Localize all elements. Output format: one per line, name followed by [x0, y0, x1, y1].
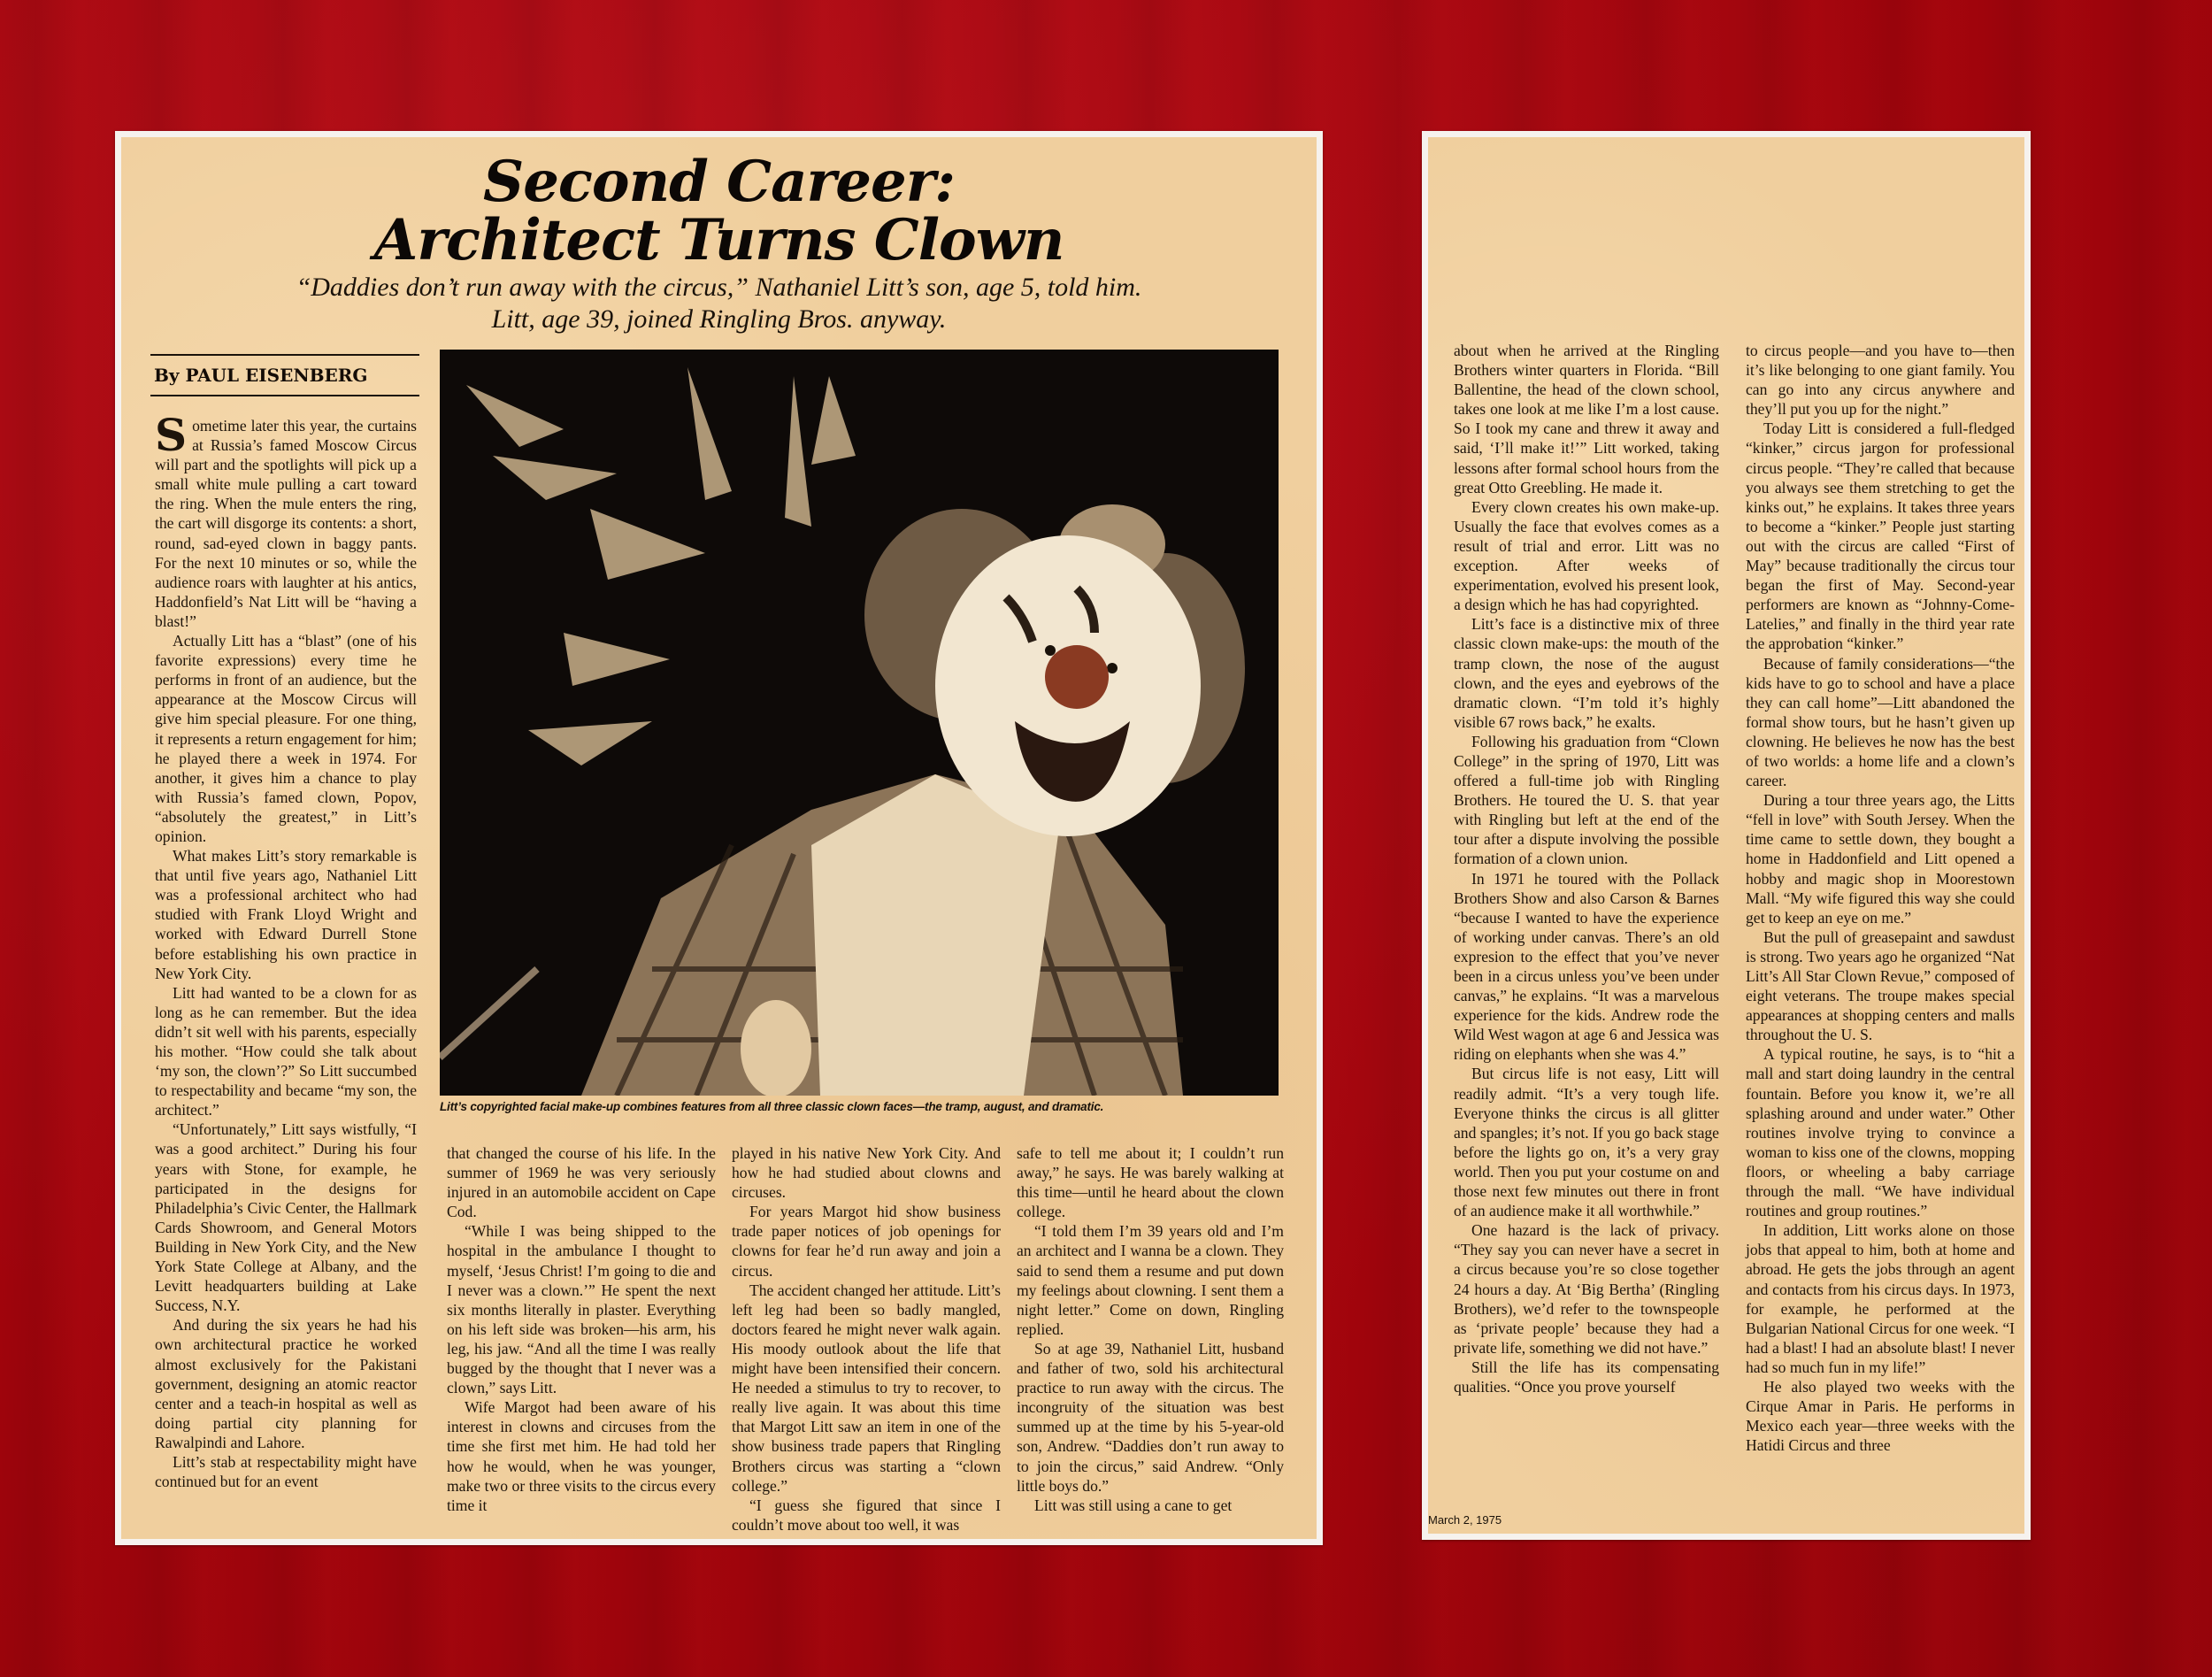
- paragraph: Litt’s stab at respectability might have continued but for an event: [155, 1452, 417, 1491]
- right-page-mat: [1422, 131, 2031, 1540]
- article-column-4: [1017, 1143, 1284, 1515]
- drop-cap: S: [155, 409, 188, 461]
- paragraph: “While I was being shipped to the hospital in the ambulance I thought to myself, ‘Jesus Christ! I’m going to die and I never was a clown.’” He spent the next six months literally in plaster. Everything on his left side was broken—his arm, his leg, his jaw. “And all the time I was really bugged by the thought that I never was a clown,” says Litt.: [447, 1222, 716, 1397]
- paragraph: Because of family considerations—“the kids have to go to school and have a place they can call home”—Litt abandoned the formal show tours, but he hasn’t given up clowning. He believes he now has the best of two worlds: a home life and a clown’s career.: [1746, 654, 2015, 790]
- paragraph: about when he arrived at the Ringling Brothers winter quarters in Florida. “Bill Ballentine, the head of the clown school, takes one look at me like I’m a lost cause. So I took my cane and threw it away and said, ‘I’ll make it!’” Litt worked, taking lessons after formal school hours from the great Otto Greebling. He made it.: [1454, 342, 1719, 496]
- deck-subtitle: [121, 272, 1317, 335]
- paragraph: “I guess she figured that since I couldn’t move about too well, it was: [732, 1496, 1001, 1534]
- left-page-mat: [115, 131, 1323, 1545]
- paragraph: The accident changed her attitude. Litt’s left leg had been so badly mangled, doctors feared he might never walk again. His moody outlook about the life that might have been intensified their concern. He needed a stimulus to try to recover, to really live again. It was about this time that Margot Litt saw an item in one of the show business trade papers that Ringling Brothers circus was starting a “clown college.”: [732, 1281, 1001, 1495]
- left-page-clipping: [121, 137, 1317, 1539]
- paragraph: Today Litt is considered a full-fledged “kinker,” circus jargon for professional circus people. “They’re called that because you always see them stretching to get the kinks out,” he explains. It takes three years to become a “kinker.” People just starting out with the circus are called “First of May” because traditionally the circus tour began the first of May. Second-year performers are known as “Johnny-Come-Latelies,” and finally in the third year rate the approbation “kinker.”: [1746, 419, 2015, 653]
- paragraph: that changed the course of his life. In the summer of 1969 he was very seriously injured in an automobile accident on Cape Cod.: [447, 1144, 716, 1221]
- paragraph: Litt had wanted to be a clown for as long as he can remember. But the idea didn’t sit well with his parents, especially his mother. “How could she talk about ‘my son, the clown’?” So Litt succumbed to respectability and became “my son, the architect.”: [155, 983, 417, 1119]
- paragraph: But circus life is not easy, Litt will readily admit. “It’s a very tough life. Everyone thinks the circus is all glitter and spangles; it’s not. If you go back stage before the lights go on, it’s a very gray world. Then you put your costume on and those next few minutes out there in front of an audience make it all worthwhile.”: [1454, 1065, 1719, 1220]
- paragraph: One hazard is the lack of privacy. “They say you can never have a secret in a circus because you’re so close together 24 hours a day. At ‘Big Bertha’ (Ringling Brothers), we’d refer to the townspeople as ‘private people’ because they had a private life, something we did not have.”: [1454, 1221, 1719, 1357]
- paragraph: Every clown creates his own make-up. Usually the face that evolves comes as a result of trial and error. Litt was no exception. After weeks of experimentation, evolved his present look, a design which he has had copyrighted.: [1454, 497, 1719, 614]
- paragraph: In 1971 he toured with the Pollack Brothers Show and also Carson & Barnes “because I wanted to have the experience of working under canvas. There’s an old expresion to the effect that you’ve never been in a circus unless you’ve been under canvas,” he explains. “It was a marvelous experience for the kids. Andrew rode the Wild West wagon at age 6 and Jessica was riding on elephants when she was 4.”: [1454, 869, 1719, 1064]
- paragraph: Litt’s face is a distinctive mix of three classic clown make-ups: the mouth of the tramp clown, the nose of the august clown, and the eyes and eyebrows of the dramatic clown. “I’m told it’s highly visible 67 rows back,” he exalts.: [1454, 615, 1719, 731]
- paragraph: In addition, Litt works alone on those jobs that appeal to him, both at home and abroad. He gets the jobs through an agent and contacts from his circus days. In 1973, for example, he performed at the Bulgarian National Circus for one week. “I had a blast! I had an absolute blast! I never had so much fun in my life!”: [1746, 1221, 2015, 1376]
- paragraph: played in his native New York City. And how he had studied about clowns and circuses.: [732, 1144, 1001, 1202]
- article-column-5: [1454, 341, 1719, 1396]
- paragraph: Litt was still using a cane to get: [1034, 1496, 1233, 1514]
- paragraph: What makes Litt’s story remarkable is that until five years ago, Nathaniel Litt was a professional architect who had studied with Frank Lloyd Wright and worked with Edward Durrell Stone before establishing his own practice in New York City.: [155, 847, 417, 982]
- paragraph: “Unfortunately,” Litt says wistfully, “I was a good architect.” During his four years with Stone, for example, he participated in the designs for Philadelphia’s Civic Center, the Hallmark Cards Showroom, and General Motors Building in New York City, and the New York State College at Albany, and the Levitt headquarters building at Lake Success, N.Y.: [155, 1120, 417, 1315]
- headline-line-2: Architect Turns Clown: [373, 207, 1064, 273]
- article-column-2: [447, 1143, 716, 1515]
- paragraph: He also played two weeks with the Cirque Amar in Paris. He performs in Mexico each year—three weeks with the Hatidi Circus and three: [1746, 1377, 2015, 1455]
- headline: [121, 149, 1317, 273]
- dateline: March 2, 1975: [1428, 1513, 1502, 1527]
- paragraph: Still the life has its compensating qualities. “Once you prove yourself: [1454, 1358, 1719, 1396]
- right-page-clipping: [1428, 137, 2024, 1534]
- article-column-1: [155, 409, 417, 1491]
- paragraph: safe to tell me about it; I couldn’t run away,” he says. He was barely walking at this time—until he heard about the clown college.: [1017, 1144, 1284, 1221]
- byline-box: [150, 354, 419, 396]
- clown-photo-image: [440, 350, 1279, 1096]
- paragraph: Wife Margot had been aware of his interest in clowns and circuses from the time she first met him. He had told her how he would, when he was younger, make two or three visits to the circus every time it: [447, 1398, 716, 1514]
- paragraph: During a tour three years ago, the Litts “fell in love” with South Jersey. When the time came to settle down, they bought a home in Haddonfield and Litt opened a hobby and magic shop in Moorestown Mall. “My wife figured this way she could get to keep an eye on me.”: [1746, 791, 2015, 927]
- paragraph: to circus people—and you have to—then it’s like belonging to one giant family. You can go into any circus anywhere and they’ll put you up for the night.”: [1746, 342, 2015, 419]
- paragraph: Actually Litt has a “blast” (one of his favorite expressions) every time he performs in front of an audience, but the appearance at the Moscow Circus will give him special pleasure. For one thing, it represents a return engagement for him; he played there a week in 1974. For another, it gives him a chance to play with Russia’s famed clown, Popov, “absolutely the greatest,” in Litt’s opinion.: [155, 632, 417, 845]
- byline: By PAUL EISENBERG: [154, 365, 368, 386]
- photo-caption: Litt’s copyrighted facial make-up combines features from all three classic clown faces—the tramp, august, and dramatic.: [440, 1100, 1104, 1113]
- paragraph: “I told them I’m 39 years old and I’m an architect and I wanna be a clown. They said to send them a resume and put down my feelings about clowning. I sent them a night letter.” Come on down, Ringling replied.: [1017, 1222, 1284, 1338]
- article-column-6: [1746, 341, 2015, 1455]
- deck-line-1: “Daddies don’t run away with the circus,” Nathaniel Litt’s son, age 5, told him.: [296, 273, 1142, 302]
- paragraph: Sometime later this year, the curtains at Russia’s famed Moscow Circus will part and the spotlights will pick up a small white mule pulling a cart toward the ring. When the mule enters the ring, the cart will disgorge its contents: a short, round, sad-eyed clown in baggy pants. For the next 10 minutes or so, while the audience roars with laughter at his antics, Haddonfield’s Nat Litt will be “having a blast!”: [155, 409, 417, 630]
- paragraph: A typical routine, he says, is to “hit a mall and start doing laundry in the central fountain. Before you know it, we’re all splashing around and under water.” Other routines involve trying to convince a woman to kiss one of the clowns, mopping floors, or wheeling a baby carriage through the mall. “We have individual routines and group routines.”: [1746, 1045, 2015, 1220]
- paragraph: But the pull of greasepaint and sawdust is strong. Two years ago he organized “Nat Litt’s All Star Clown Revue,” composed of eight veterans. The troupe makes special appearances at shopping centers and malls throughout the U. S.: [1746, 927, 2015, 1044]
- deck-line-2: Litt, age 39, joined Ringling Bros. anyway.: [491, 304, 947, 334]
- article-column-3: [732, 1143, 1001, 1535]
- paragraph: So at age 39, Nathaniel Litt, husband and father of two, sold his architectural practice to run away with the circus. The incongruity of the situation was best summed up at the time by his 5-year-old son, Andrew. “Daddies don’t run away to to join the circus,” said Andrew. “Only little boys do.”: [1017, 1339, 1284, 1495]
- paragraph: For years Margot hid show business trade paper notices of job openings for clowns for fear he’d run away and join a circus.: [732, 1203, 1001, 1280]
- headline-line-1: Second Career:: [482, 149, 956, 215]
- paragraph: And during the six years he had his own architectural practice he worked almost exclusively for the Pakistani government, designing an atomic reactor center and a teach-in hospital as well as doing partial city planning for Rawalpindi and Lahore.: [155, 1316, 417, 1451]
- clown-photo: [440, 350, 1279, 1096]
- paragraph: Following his graduation from “Clown College” in the spring of 1970, Litt was offered a full-time job with Ringling Brothers. He toured the U. S. that year with Ringling but left at the end of the tour after a dispute involving the possible formation of a clown union.: [1454, 732, 1719, 868]
